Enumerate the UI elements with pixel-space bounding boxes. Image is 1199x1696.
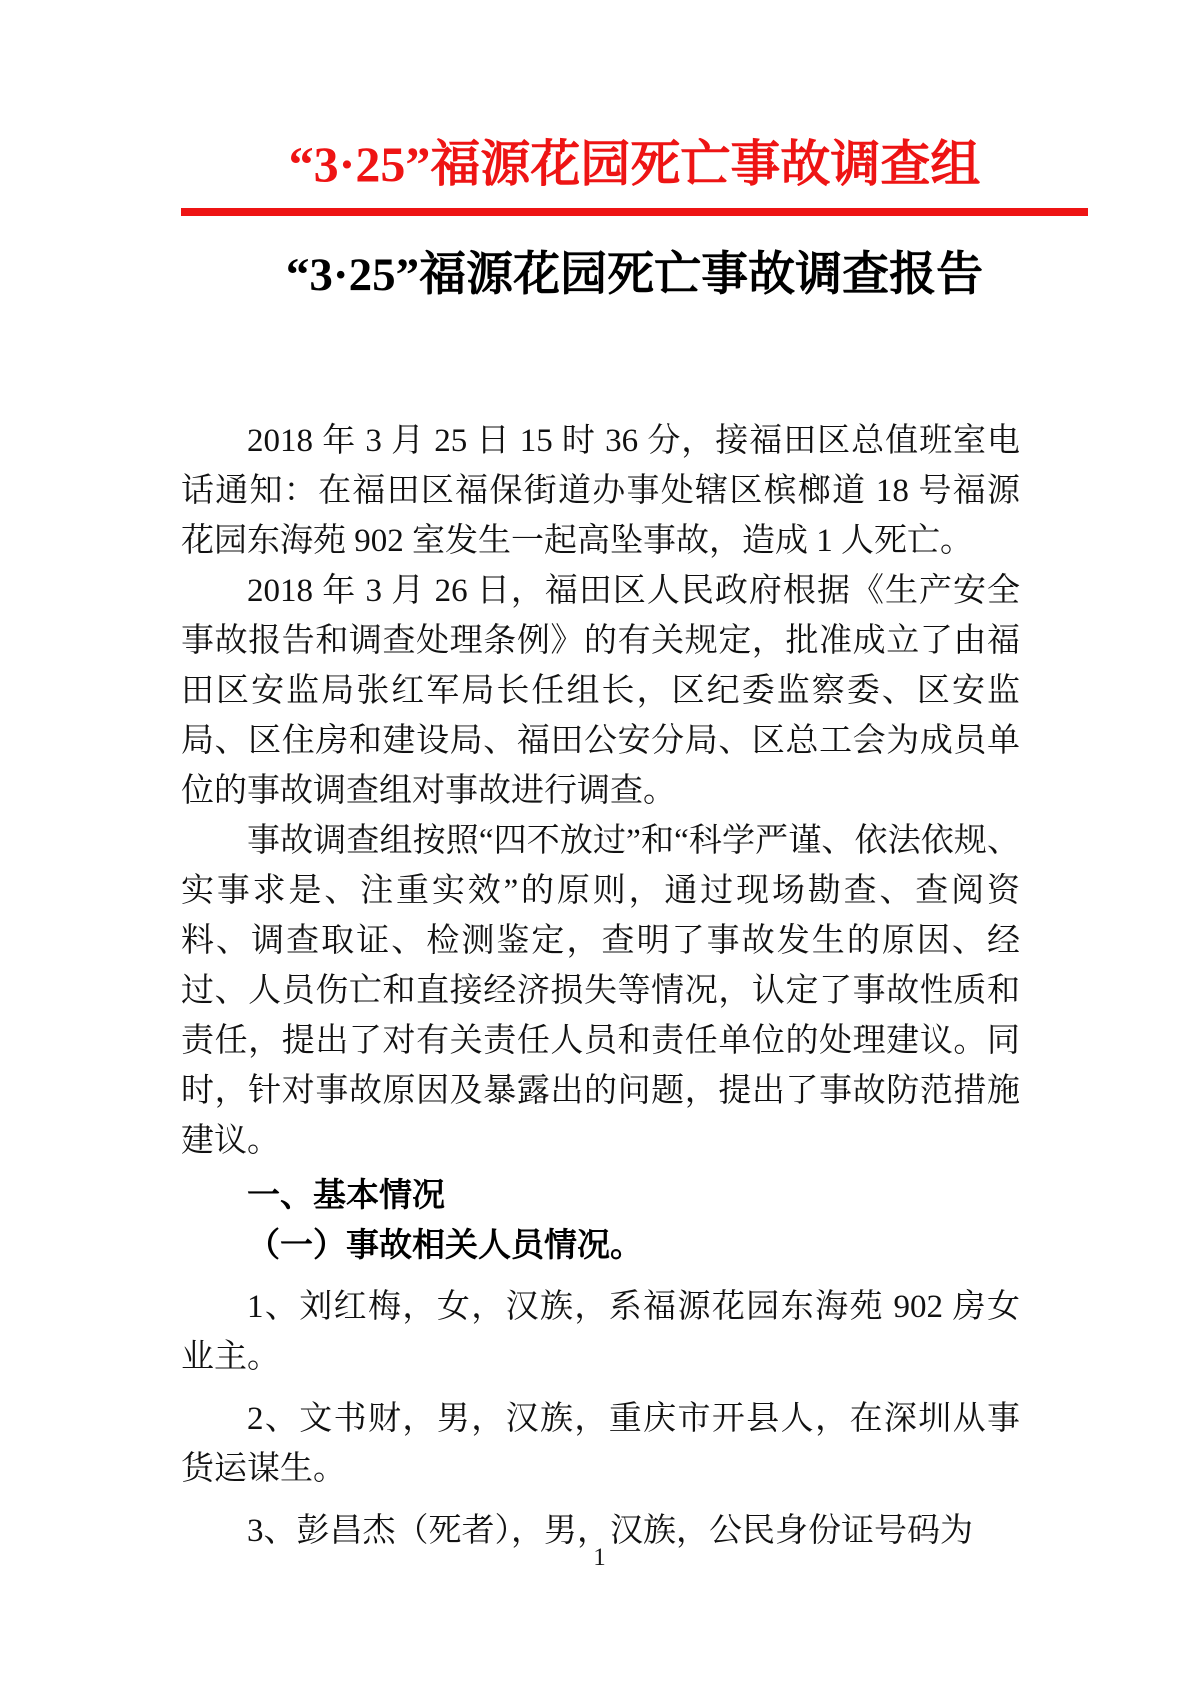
list-item-person-3: 3、彭昌杰（死者），男，汉族，公民身份证号码为 [247, 1513, 973, 1549]
list-item-person-1: 1、刘红梅，女，汉族，系福源花园东海苑 902 房女业主。 [181, 1289, 1020, 1375]
paragraph-incident-report: 2018 年 3 月 25 日 15 时 36 分，接福田区总值班室电话通知：在福田区福保街道办事处辖区槟榔道 18 号福源花园东海苑 902 室发生一起高坠事故，造成 1 人死亡。 [181, 423, 1020, 559]
report-body [181, 416, 1020, 1556]
page-number: 1 [593, 1544, 606, 1571]
report-title: “3·25”福源花园死亡事故调查报告 [285, 249, 984, 301]
list-item-person-2: 2、文书财，男，汉族，重庆市开县人，在深圳从事货运谋生。 [181, 1401, 1020, 1487]
section-heading-basic-situation: 一、基本情况 [247, 1176, 445, 1213]
paragraph-investigation-principles: 事故调查组按照“四不放过”和“科学严谨、依法依规、实事求是、注重实效”的原则，通过现场勘查、查阅资料、调查取证、检测鉴定，查明了事故发生的原因、经过、人员伤亡和直接经济损失等情况，认定了事故性质和责任，提出了对有关责任人员和责任单位的处理建议。同时，针对事故原因及暴露出的问题，提出了事故防范措施建议。 [181, 823, 1020, 1159]
paragraph-investigation-team: 2018 年 3 月 26 日，福田区人民政府根据《生产安全事故报告和调查处理条例》的有关规定，批准成立了由福田区安监局张红军局长任组长，区纪委监察委、区安监局、区住房和建设局、福田公安分局、区总工会为成员单位的事故调查组对事故进行调查。 [181, 573, 1020, 809]
letterhead-double-rule [181, 208, 1088, 216]
document-content-column [181, 0, 1088, 1556]
subsection-heading-related-persons: （一）事故相关人员情况。 [247, 1226, 643, 1263]
letterhead-org-title: “3·25”福源花园死亡事故调查组 [288, 136, 981, 192]
